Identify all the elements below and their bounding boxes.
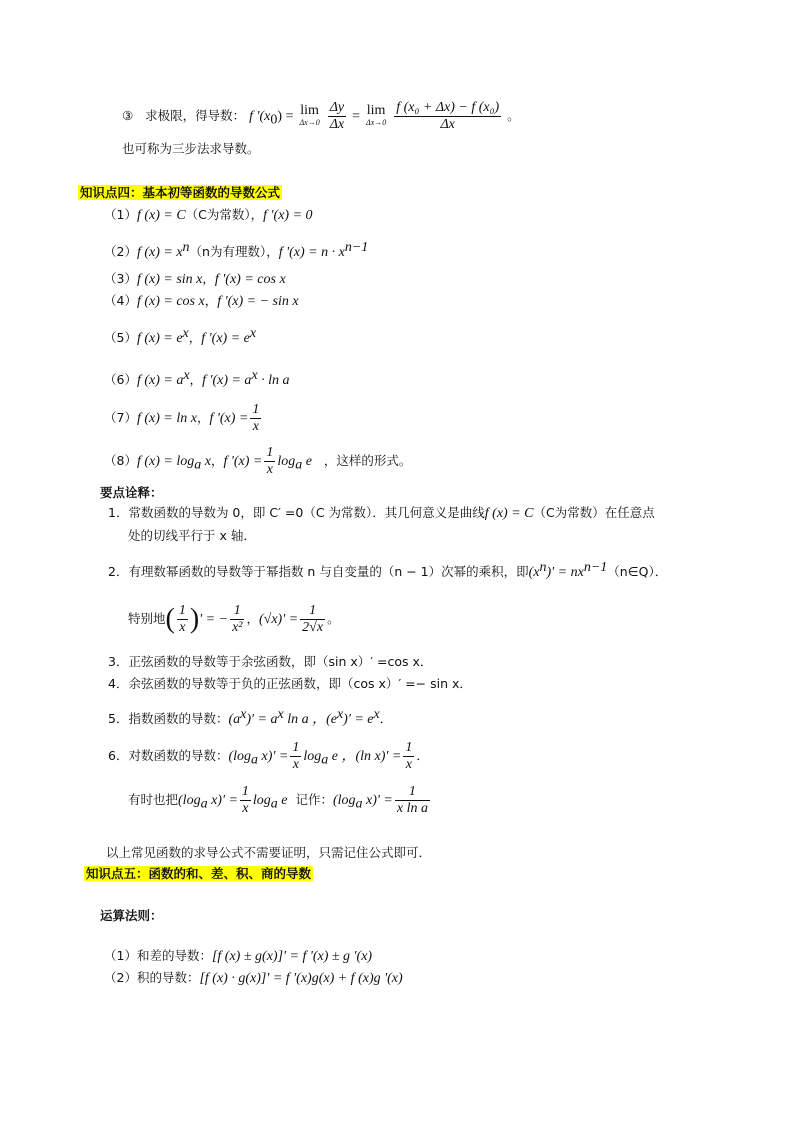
- rule-1: （1）和差的导数：[f (x) ± g(x)]' = f '(x) ± g '(x): [104, 948, 373, 964]
- limit-symbol-2: lim Δx→0: [366, 102, 387, 127]
- p6b-frac-1: $\frac{1}{x}$: [241, 784, 249, 816]
- p6b-frac-2: $\frac{1}{\text{x ln a}}$: [396, 784, 428, 816]
- difference-quotient: $\frac{\text{f (x₀ + Δx) − f (x₀)}}{\Delta x}$: [396, 100, 500, 132]
- key-point-5: 5．指数函数的导数：$(a^x)' = a^x$ ln a ，$(e^x)' = e^x$．: [108, 707, 393, 728]
- limit-symbol: lim Δx→0: [299, 102, 320, 127]
- step3-end: 。: [507, 108, 520, 123]
- key-point-3: 3．正弦函数的导数等于余弦函数，即（sin x）′ =cos x．: [108, 654, 433, 669]
- section5-heading: 知识点五：函数的和、差、积、商的导数: [86, 866, 312, 881]
- step3-close: ) =: [277, 109, 294, 124]
- three-step-note: 也可称为三步法求导数。: [122, 141, 260, 156]
- section4-heading-wrap: [78, 183, 282, 203]
- special-case: 特别地( $\frac{1}{x}$ )' = − $\frac{1}{\text{x²}}$ ，(√x)' = $\frac{1}{2√x}$ 。: [128, 603, 340, 635]
- rule-2: （2）积的导数：[f (x) · g(x)]' = f '(x)g(x) + f (x)g '(x): [104, 970, 403, 986]
- key-point-6b: 有时也把($\log_a$ x)' = $\frac{1}{x}$ $\log_a e$ 记作：($\log_a$ x)' = $\frac{1}{\text{x ln a}}$: [128, 784, 428, 816]
- one-over-x: $\frac{1}{x}$: [252, 402, 260, 434]
- delta-fraction: $\frac{\Delta y}{\Delta x}$: [329, 100, 345, 132]
- formula-6: （6）f $(x) = a^x$，f '$(x) = a^x \cdot \ln a$: [104, 368, 290, 389]
- step3-marker: ③: [122, 108, 134, 123]
- key-point-1: 1．常数函数的导数为 0，即 C′ =0（C 为常数）．其几何意义是曲线f (x) = C（C为常数）在任意点: [108, 505, 655, 521]
- summary-text: 以上常见函数的求导公式不需要证明，只需记住公式即可．: [106, 845, 432, 860]
- formula-3: （3）f (x) = sin x，f '(x) = cos x: [104, 271, 286, 287]
- section5-heading-wrap: [84, 864, 313, 884]
- step3-eq: =: [352, 109, 361, 124]
- key-point-1-cont: 处的切线平行于 x 轴．: [128, 528, 256, 543]
- one-over-x-paren: $\frac{1}{x}$: [178, 603, 186, 635]
- formula-7: （7）f (x) = ln x，f '(x) = $\frac{1}{x}$: [104, 402, 260, 434]
- step3-text: 求极限，得导数：: [145, 108, 246, 123]
- step3-line: [122, 100, 520, 134]
- minus-one-over-x2: $\frac{1}{\text{x²}}$: [232, 603, 243, 635]
- step3-lhs: f '(x: [249, 109, 271, 124]
- key-point-4: 4．余弦函数的导数等于负的正弦函数，即（cos x）′ =− sin x．: [108, 676, 472, 691]
- section4-heading: 知识点四：基本初等函数的导数公式: [80, 185, 281, 200]
- one-over-2sqrtx: $\frac{1}{2√x}$: [302, 603, 324, 635]
- formula-1: （1）f (x) = C（C为常数），f '(x) = 0: [104, 207, 313, 223]
- rules-heading: 运算法则：: [100, 908, 163, 923]
- key-points-heading: 要点诠释：: [100, 485, 163, 500]
- p6-frac-1: $\frac{1}{x}$: [292, 740, 300, 772]
- formula-4: （4）f (x) = cos x，f '(x) = − sin x: [104, 293, 299, 309]
- formula-5: （5）f $(x) = e^x$，f '$(x) = e^x$: [104, 326, 257, 347]
- formula-2: （2）f $(x) = x^n(n$为有理数），f '$(x) = n \cdot x^{n-1}$: [104, 240, 369, 261]
- key-point-2: 2．有理数幂函数的导数等于幂指数 n 与自变量的（n − 1）次幂的乘积，即$(x^n)'$ = $nx^{n-1}(n\in Q)$．: [108, 560, 668, 581]
- p6-frac-2: $\frac{1}{x}$: [405, 740, 413, 772]
- formula-8: （8）f $(x) = \log_a x$，f '(x) = $\frac{1}{x}$ $\log_a e$ ，这样的形式。: [104, 445, 412, 477]
- key-point-6: 6．对数函数的导数：($\log_a$ x)' = $\frac{1}{x}$ $\log_a e$ ，(ln x)' = $\frac{1}{x}$ ．: [108, 740, 429, 772]
- one-over-x-log: $\frac{1}{x}$: [266, 445, 274, 477]
- step3-sub0: 0: [270, 112, 278, 128]
